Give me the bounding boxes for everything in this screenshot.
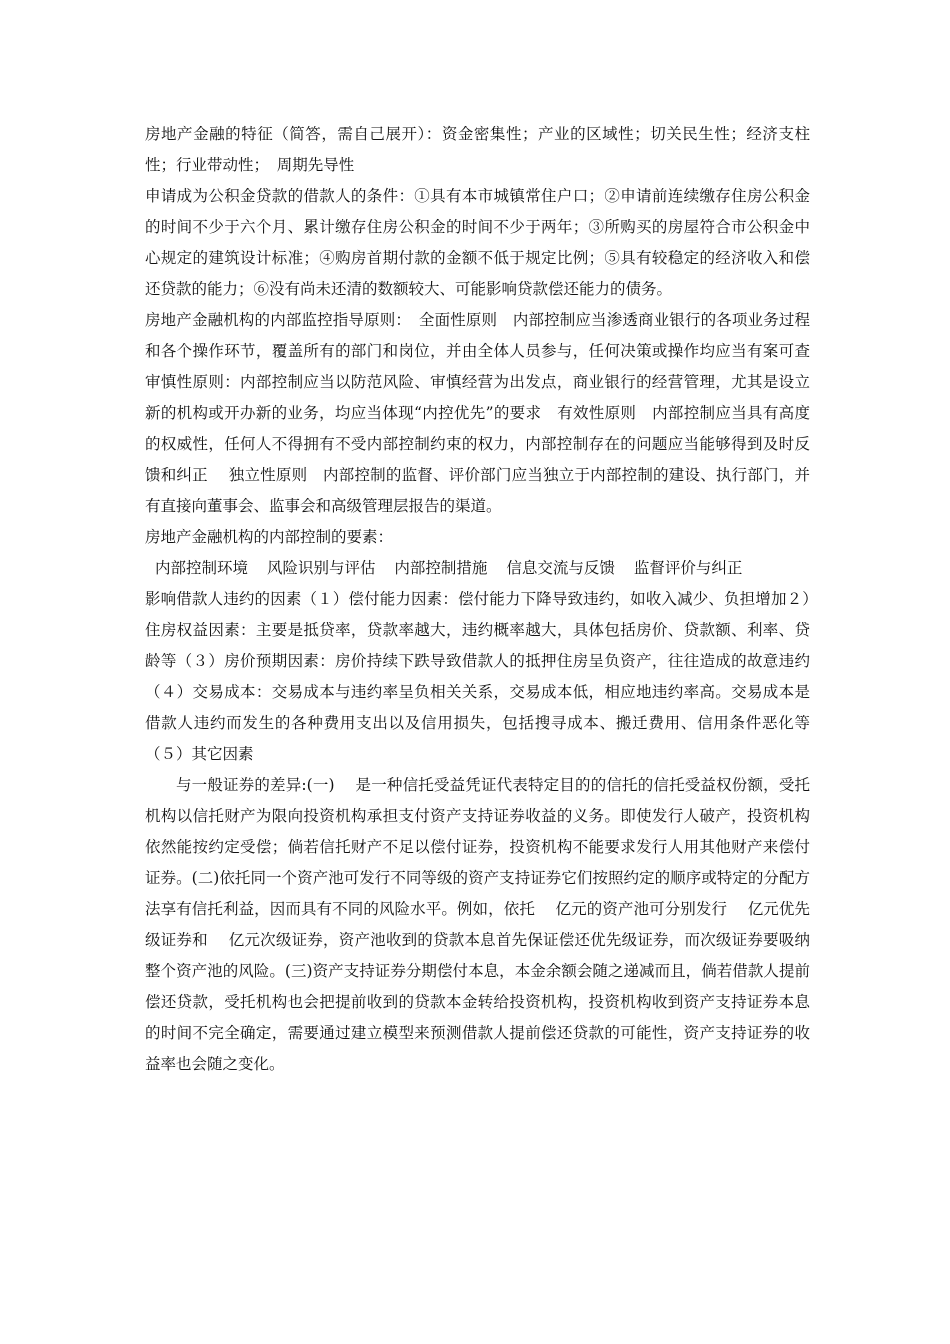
paragraph-housing-fund-loan-conditions: 申请成为公积金贷款的借款人的条件：①具有本市城镇常住户口；②申请前连续缴存住房公积金的时间不少于六个月、累计缴存住房公积金的时间不少于两年；③所购买的房屋符合市公积金中心规定的建筑设计标准；④购房首期付款的金额不低于规定比例；⑤具有较稳定的经济收入和偿还贷款的能力；⑥没有尚未还清的数额较大、可能影响贷款偿还能力的债务。 [145, 187, 810, 298]
document-body [145, 119, 831, 1080]
paragraph-internal-control-elements-heading: 房地产金融机构的内部控制的要素： [145, 528, 394, 546]
element-information-feedback: 信息交流与反馈 [506, 559, 615, 577]
element-supervision-correction: 监督评价与纠正 [633, 559, 743, 577]
paragraph-borrower-default-factors: 影响借款人违约的因素（１）偿付能力因素：偿付能力下降导致违约，如收入减少、负担增加２）住房权益因素：主要是抵贷率，贷款率越大，违约概率越大，具体包括房价、贷款额、利率、贷龄等（３）房价预期因素：房价持续下跌导致借款人的抵押住房呈负资产，往往造成的故意违约（４）交易成本：交易成本与违约率呈负相关关系，交易成本低，相应地违约率高。交易成本是借款人违约而发生的各种费用支出以及信用损失，包括搜寻成本、搬迁费用、信用条件恶化等（５）其它因素 [145, 590, 810, 763]
element-risk-identification: 风险识别与评估 [266, 559, 376, 577]
element-control-environment: 内部控制环境 [155, 559, 249, 577]
paragraph-internal-monitoring-principles: 房地产金融机构的内部监控指导原则： 全面性原则 内部控制应当渗透商业银行的各项业务过程和各个操作环节，覆盖所有的部门和岗位，并由全体人员参与，任何决策或操作均应当有案可查 审慎性原则：内部控制应当以防范风险、审慎经营为出发点，商业银行的经营管理，尤其是设立新的机构或开办新的业务，均应当体现“内控优先”的要求 有效性原则 内部控制应当具有高度的权威性，任何人不得拥有不受内部控制约束的权力，内部控制存在的问题应当能够得到及时反馈和纠正 独立性原则 内部控制的监督、评价部门应当独立于内部控制的建设、执行部门，并有直接向董事会、监事会和高级管理层报告的渠道。 [145, 311, 831, 515]
paragraph-securities-differences: 与一般证券的差异:(一) 是一种信托受益凭证代表特定目的的信托的信托受益权份额，受托机构以信托财产为限向投资机构承担支付资产支持证券收益的义务。即使发行人破产，投资机构依然能按约定受偿；倘若信托财产不足以偿付证券，投资机构不能要求发行人用其他财产来偿付证券。(二)依托同一个资产池可发行不同等级的资产支持证券它们按照约定的顺序或特定的分配方法享有信托利益，因而具有不同的风险水平。例如，依托 亿元的资产池可分别发行 亿元优先级证券和 亿元次级证券，资产池收到的贷款本息首先保证偿还优先级证券，而次级证券要吸纳整个资产池的风险。(三)资产支持证券分期偿付本息，本金余额会随之递减而且，倘若借款人提前偿还贷款，受托机构也会把提前收到的贷款本金转给投资机构，投资机构收到资产支持证券本息的时间不完全确定，需要通过建立模型来预测借款人提前偿还贷款的可能性，资产支持证券的收益率也会随之变化。 [145, 776, 810, 1073]
paragraph-real-estate-finance-features: 房地产金融的特征（简答，需自己展开）：资金密集性；产业的区域性；切关民生性；经济支柱性；行业带动性； 周期先导性 [145, 125, 810, 174]
internal-control-elements-list [145, 553, 810, 584]
element-control-measures: 内部控制措施 [394, 559, 488, 577]
